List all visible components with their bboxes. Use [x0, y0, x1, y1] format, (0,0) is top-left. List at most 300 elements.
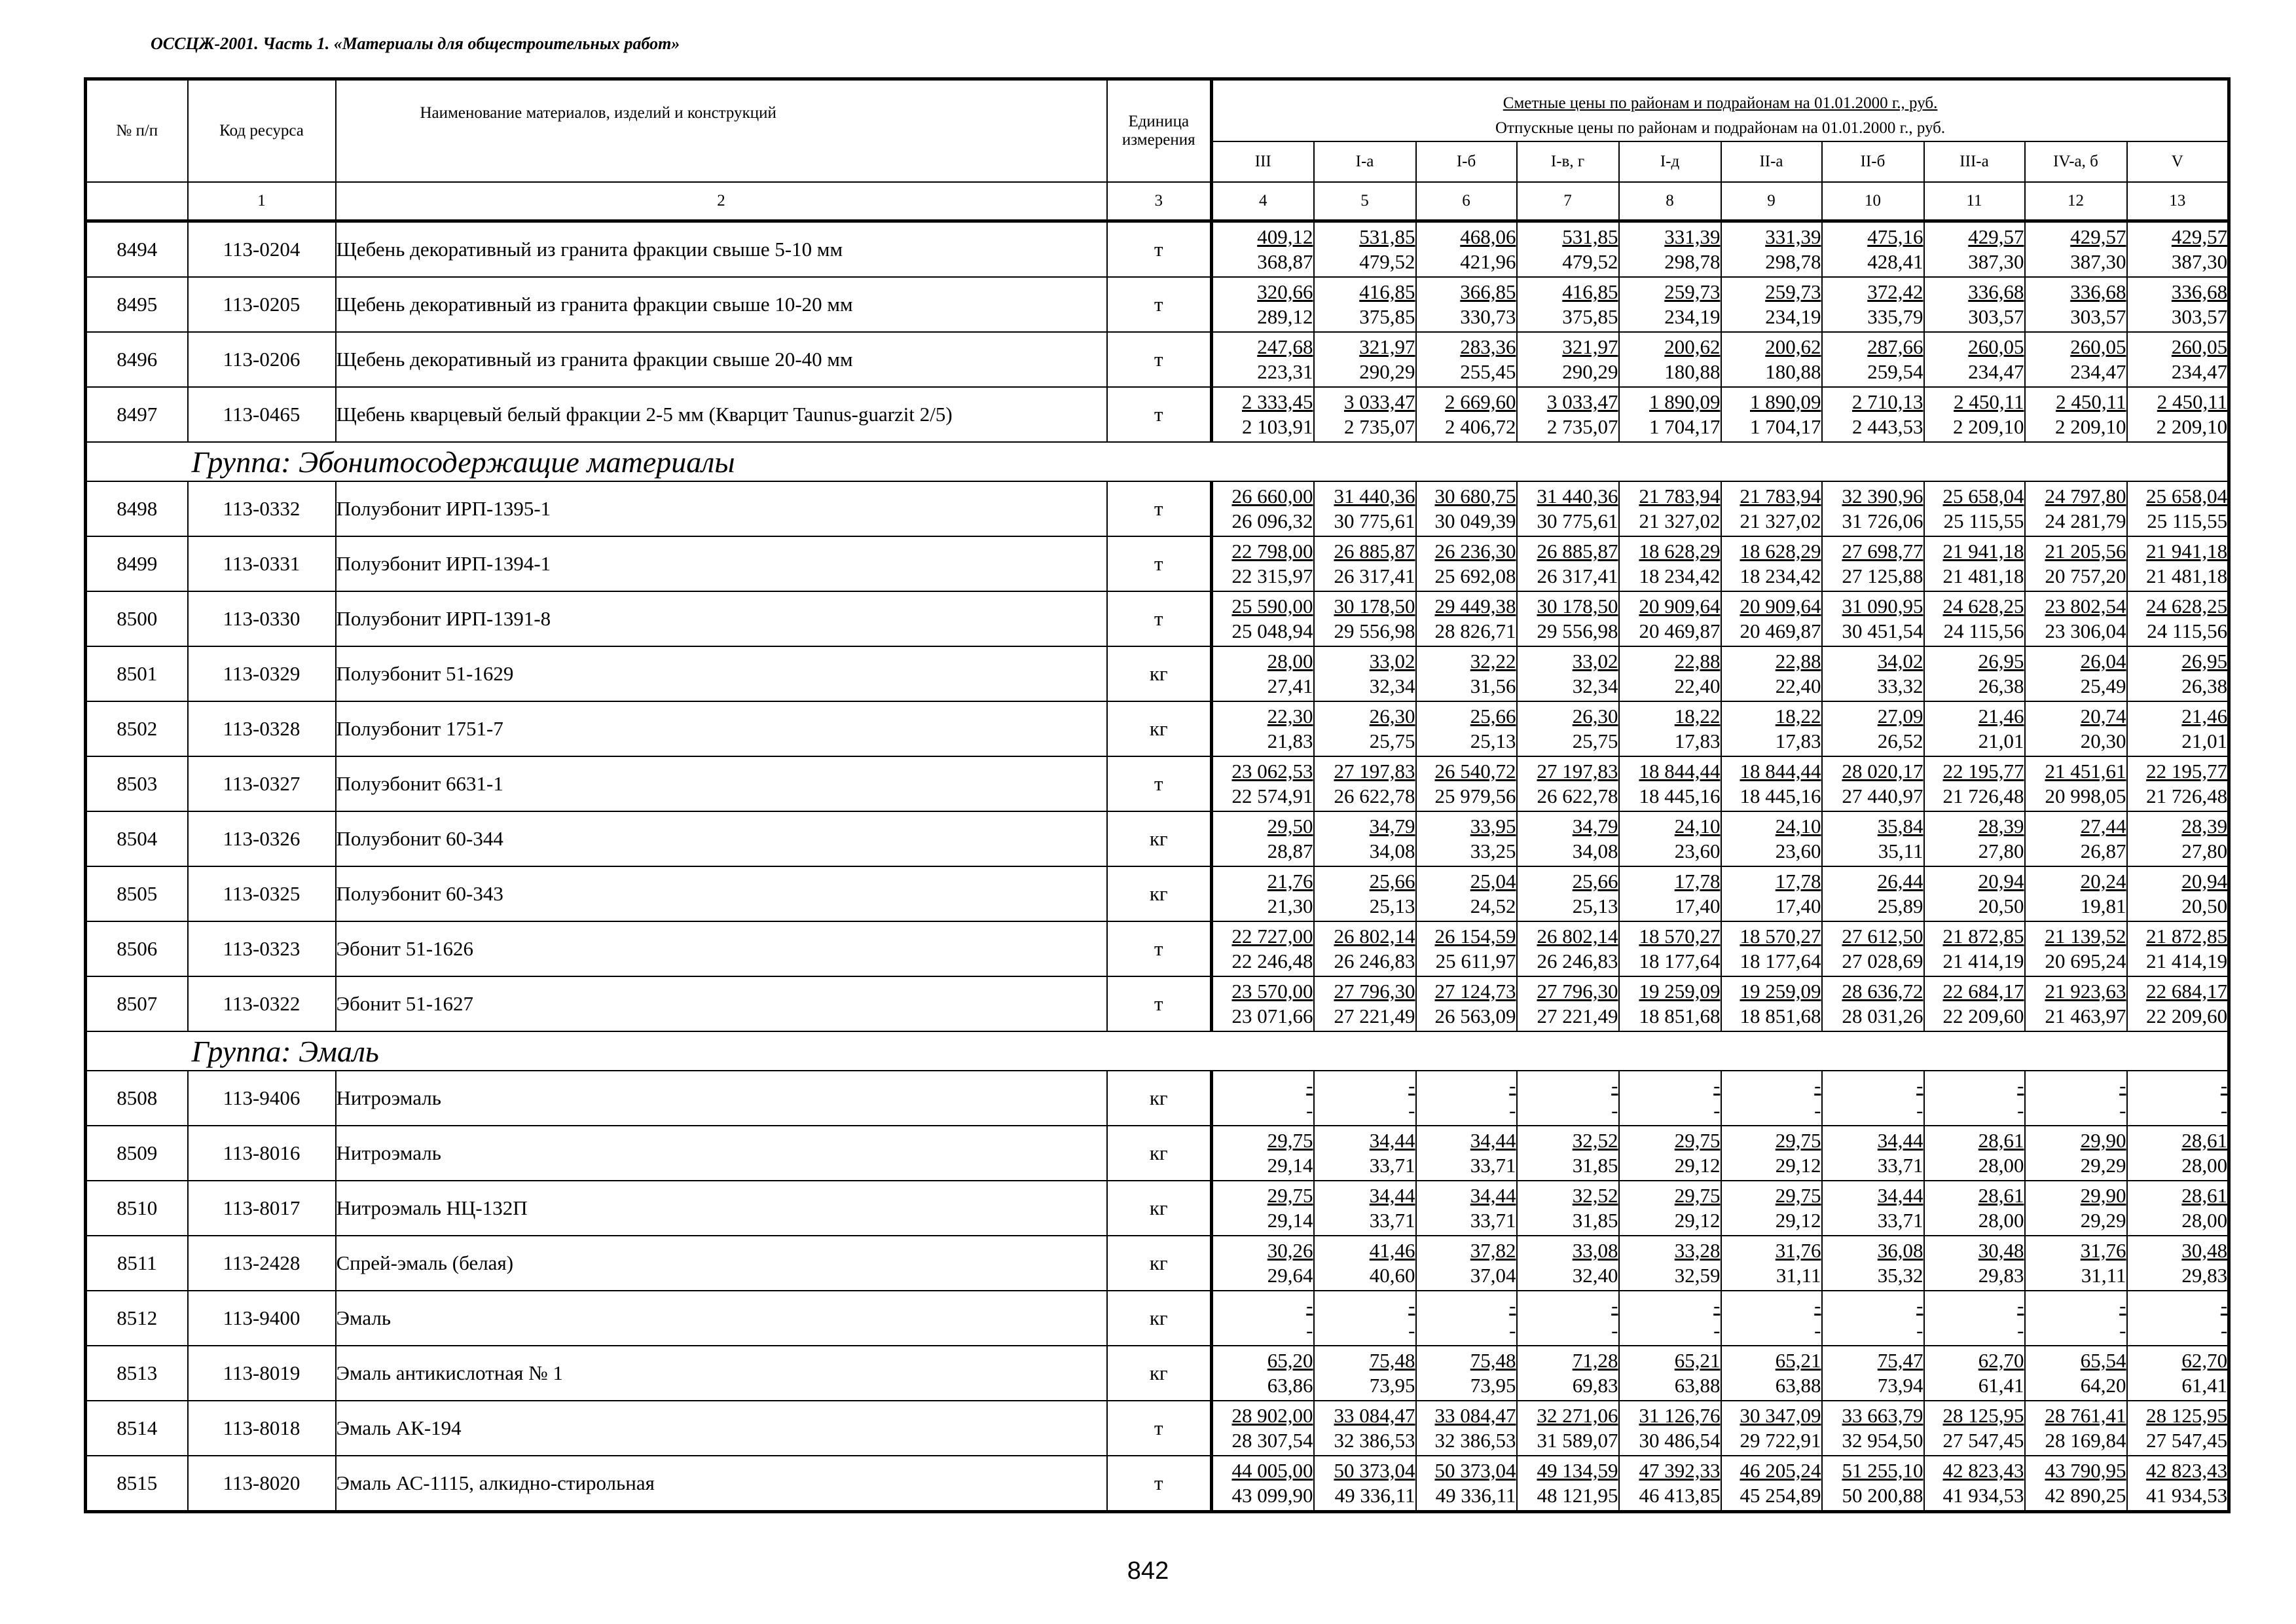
price-cell [1721, 701, 1822, 756]
estimate-price: 22 195,77 [2146, 760, 2228, 783]
material-name: Полуэбонит 60-344 [336, 811, 1107, 866]
material-name: Эмаль [336, 1291, 1107, 1346]
release-price: 21 327,02 [1639, 509, 1721, 532]
release-price: 21 726,48 [1942, 784, 2024, 807]
release-price: - [1509, 1099, 1516, 1122]
estimate-price: 34,79 [1572, 815, 1618, 838]
estimate-price: 372,42 [1867, 280, 1923, 303]
estimate-price: 336,68 [2070, 280, 2126, 303]
price-cell [1619, 221, 1721, 278]
price-cell [1212, 701, 1314, 756]
price-cell [2025, 701, 2127, 756]
estimate-price: 19 259,09 [1740, 980, 1821, 1003]
table-row [86, 756, 2229, 811]
group-title: Группа: Эмаль [188, 1031, 2229, 1071]
release-price: - [1611, 1319, 1618, 1342]
estimate-price: 21 139,52 [2045, 925, 2126, 948]
release-price: 234,47 [2171, 360, 2228, 383]
row-number: 8512 [86, 1291, 188, 1346]
release-price: 17,40 [1674, 895, 1721, 917]
estimate-price: - [1713, 1074, 1721, 1097]
release-price: 27 221,49 [1537, 1005, 1618, 1027]
price-cell [2025, 1181, 2127, 1236]
release-price: 41 934,53 [1942, 1484, 2024, 1507]
price-cell [2127, 756, 2229, 811]
estimate-price: 26 540,72 [1434, 760, 1516, 783]
price-cell [1924, 646, 2025, 701]
release-price: 17,40 [1775, 895, 1821, 917]
price-cell [1822, 701, 1924, 756]
column-number: 5 [1314, 182, 1416, 221]
release-price: 255,45 [1460, 360, 1516, 383]
price-cell [2127, 811, 2229, 866]
price-cell [1822, 1126, 1924, 1181]
price-cell [2127, 921, 2229, 976]
estimate-price: 200,62 [1765, 335, 1821, 358]
estimate-price: 27,44 [2080, 815, 2126, 838]
price-cell [2025, 866, 2127, 921]
price-cell [1822, 277, 1924, 332]
price-cell [1721, 481, 1822, 536]
estimate-price: 34,44 [1470, 1184, 1516, 1207]
estimate-price: 32 271,06 [1537, 1404, 1618, 1427]
price-cell [1721, 1291, 1822, 1346]
estimate-price: 31 126,76 [1639, 1404, 1721, 1427]
release-price: 20,30 [2080, 729, 2126, 752]
price-cell [1416, 332, 1517, 387]
release-price: - [1306, 1099, 1313, 1122]
estimate-price: 30 178,50 [1334, 595, 1415, 618]
table-row [86, 1181, 2229, 1236]
estimate-price: 75,48 [1369, 1349, 1415, 1372]
release-price: 26 246,83 [1334, 950, 1415, 972]
resource-code: 113-8017 [188, 1181, 336, 1236]
estimate-price: 20 909,64 [1740, 595, 1821, 618]
estimate-price: 34,44 [1369, 1129, 1415, 1152]
release-price: 25 115,55 [2147, 509, 2228, 532]
estimate-price: 33 084,47 [1334, 1404, 1415, 1427]
col-header-prices [1212, 79, 2229, 142]
row-number: 8515 [86, 1456, 188, 1512]
estimate-price: - [2119, 1074, 2126, 1097]
release-price: 34,08 [1369, 840, 1415, 862]
price-cell [1212, 756, 1314, 811]
estimate-price: 27 698,77 [1842, 540, 1923, 563]
estimate-price: 51 255,10 [1842, 1459, 1923, 1482]
estimate-price: 468,06 [1460, 225, 1516, 248]
estimate-price: 18 844,44 [1639, 760, 1721, 783]
release-price: 30 049,39 [1434, 509, 1516, 532]
price-cell [1416, 811, 1517, 866]
price-cell [1416, 976, 1517, 1031]
estimate-price: 475,16 [1867, 225, 1923, 248]
unit-of-measure: т [1107, 387, 1212, 442]
resource-code: 113-0332 [188, 481, 336, 536]
price-cell [1416, 1291, 1517, 1346]
release-price: 22,40 [1674, 674, 1721, 697]
price-cell [1314, 221, 1416, 278]
price-cell [1212, 1456, 1314, 1512]
estimate-price: 2 333,45 [1242, 390, 1313, 413]
release-price: 303,57 [2070, 305, 2126, 328]
release-price: - [1408, 1099, 1415, 1122]
price-cell [1416, 921, 1517, 976]
price-cell [1822, 1181, 1924, 1236]
price-cell [1212, 1291, 1314, 1346]
release-price: 32,59 [1674, 1264, 1721, 1287]
price-cell [1416, 1346, 1517, 1401]
estimate-price: 2 450,11 [1954, 390, 2024, 413]
price-cell [1212, 591, 1314, 646]
release-price: 29 722,91 [1740, 1429, 1821, 1452]
release-price: 61,41 [2181, 1374, 2228, 1397]
table-row [86, 921, 2229, 976]
estimate-price: 37,82 [1470, 1239, 1516, 1262]
price-cell [1314, 1346, 1416, 1401]
release-price: 31,11 [2081, 1264, 2126, 1287]
estimate-price: - [2017, 1074, 2024, 1097]
release-price: 61,41 [1978, 1374, 2024, 1397]
estimate-price: 26 154,59 [1434, 925, 1516, 948]
release-price: 29 556,98 [1334, 619, 1415, 642]
estimate-price: 23 802,54 [2045, 595, 2126, 618]
release-price: 368,87 [1257, 250, 1313, 273]
price-cell [1416, 591, 1517, 646]
estimate-price: 21,76 [1267, 870, 1313, 893]
release-price: 26 096,32 [1231, 509, 1313, 532]
release-price: 21 726,48 [2146, 784, 2228, 807]
release-price: 50 200,88 [1842, 1484, 1923, 1507]
material-name: Нитроэмаль НЦ-132П [336, 1181, 1107, 1236]
release-price: 32,40 [1572, 1264, 1618, 1287]
price-cell [1619, 1236, 1721, 1291]
release-price: 303,57 [2171, 305, 2228, 328]
estimate-price: 49 134,59 [1537, 1459, 1618, 1482]
price-cell [1517, 332, 1619, 387]
estimate-price: 20,74 [2080, 705, 2126, 728]
estimate-price: 28 125,95 [1942, 1404, 2024, 1427]
price-cell [1517, 387, 1619, 442]
resource-code: 113-0204 [188, 221, 336, 278]
table-row [86, 1126, 2229, 1181]
estimate-price: 36,08 [1877, 1239, 1923, 1262]
estimate-price: 27,09 [1877, 705, 1923, 728]
estimate-price: 33,28 [1674, 1239, 1721, 1262]
price-table [84, 77, 2231, 1513]
price-cell [1212, 1346, 1314, 1401]
release-price: 330,73 [1460, 305, 1516, 328]
price-cell [1517, 1346, 1619, 1401]
column-number: 10 [1822, 182, 1924, 221]
estimate-price: 26,04 [2080, 650, 2126, 673]
price-cell [2025, 1126, 2127, 1181]
estimate-price: 31 440,36 [1334, 485, 1415, 507]
price-head-estimate: Сметные цены по районам и подрайонам на 01.01.2000 г., руб. [1503, 94, 1938, 112]
estimate-price: 65,54 [2080, 1349, 2126, 1372]
price-cell [1416, 1401, 1517, 1456]
price-cell [1314, 1456, 1416, 1512]
release-price: - [2119, 1099, 2126, 1122]
unit-of-measure: кг [1107, 1071, 1212, 1126]
table-row [86, 811, 2229, 866]
release-price: 21 481,18 [2146, 564, 2228, 587]
release-price: 27 440,97 [1842, 784, 1923, 807]
price-cell [1924, 387, 2025, 442]
release-price: 33,32 [1877, 674, 1923, 697]
resource-code: 113-8020 [188, 1456, 336, 1512]
price-cell [1314, 811, 1416, 866]
estimate-price: 31,76 [2080, 1239, 2126, 1262]
estimate-price: 17,78 [1674, 870, 1721, 893]
price-cell [1517, 811, 1619, 866]
price-cell [1822, 921, 1924, 976]
estimate-price: 30 680,75 [1434, 485, 1516, 507]
price-cell [1721, 756, 1822, 811]
release-price: 49 336,11 [1435, 1484, 1516, 1507]
estimate-price: 29 449,38 [1434, 595, 1516, 618]
price-cell [1924, 277, 2025, 332]
estimate-price: 366,85 [1460, 280, 1516, 303]
estimate-price: 21 872,85 [1942, 925, 2024, 948]
release-price: 33,25 [1470, 840, 1516, 862]
estimate-price: 21 783,94 [1639, 485, 1721, 507]
estimate-price: 200,62 [1664, 335, 1721, 358]
release-price: 22 246,48 [1231, 950, 1313, 972]
release-price: 31,11 [1776, 1264, 1821, 1287]
row-number: 8497 [86, 387, 188, 442]
price-cell [1822, 1456, 1924, 1512]
price-cell [1822, 976, 1924, 1031]
release-price: 28,00 [1978, 1209, 2024, 1232]
release-price: 37,04 [1470, 1264, 1516, 1287]
release-price: 32,34 [1369, 674, 1415, 697]
release-price: 40,60 [1369, 1264, 1415, 1287]
row-number: 8503 [86, 756, 188, 811]
price-cell [1517, 976, 1619, 1031]
release-price: 63,88 [1775, 1374, 1821, 1397]
table-row [86, 1071, 2229, 1126]
estimate-price: - [1916, 1074, 1923, 1097]
release-price: 69,83 [1572, 1374, 1618, 1397]
estimate-price: 25 658,04 [2146, 485, 2228, 507]
unit-of-measure: кг [1107, 1291, 1212, 1346]
price-cell [1924, 1346, 2025, 1401]
column-number: 6 [1416, 182, 1517, 221]
estimate-price: 50 373,04 [1334, 1459, 1415, 1482]
release-price: 29,64 [1267, 1264, 1313, 1287]
material-name: Спрей-эмаль (белая) [336, 1236, 1107, 1291]
price-cell [1212, 481, 1314, 536]
release-price: 33,71 [1369, 1209, 1415, 1232]
column-number: 12 [2025, 182, 2127, 221]
release-price: 335,79 [1867, 305, 1923, 328]
price-cell [1212, 1071, 1314, 1126]
material-name: Полуэбонит 1751-7 [336, 701, 1107, 756]
price-cell [1619, 921, 1721, 976]
price-cell [1924, 1456, 2025, 1512]
column-number-empty [86, 182, 188, 221]
price-cell [1721, 277, 1822, 332]
estimate-price: 21 872,85 [2146, 925, 2228, 948]
estimate-price: 27 197,83 [1334, 760, 1415, 783]
price-cell [2127, 1071, 2229, 1126]
resource-code: 113-0330 [188, 591, 336, 646]
row-number: 8496 [86, 332, 188, 387]
price-cell [1517, 921, 1619, 976]
estimate-price: 18,22 [1775, 705, 1821, 728]
row-number: 8508 [86, 1071, 188, 1126]
unit-of-measure: т [1107, 756, 1212, 811]
group-empty-cell [86, 442, 188, 481]
price-cell [1416, 221, 1517, 278]
price-cell [1619, 277, 1721, 332]
release-price: 259,54 [1867, 360, 1923, 383]
release-price: 20,50 [1978, 895, 2024, 917]
release-price: 35,32 [1877, 1264, 1923, 1287]
release-price: 35,11 [1878, 840, 1923, 862]
estimate-price: 336,68 [1968, 280, 2024, 303]
price-cell [2025, 591, 2127, 646]
release-price: 20 469,87 [1740, 619, 1821, 642]
estimate-price: 21 923,63 [2045, 980, 2126, 1003]
release-price: 2 735,07 [1547, 415, 1618, 438]
price-cell [2127, 387, 2229, 442]
price-cell [2127, 536, 2229, 591]
price-cell [1721, 1401, 1822, 1456]
price-cell [1212, 221, 1314, 278]
release-price: 46 413,85 [1639, 1484, 1721, 1507]
release-price: - [1916, 1099, 1923, 1122]
estimate-price: 26 660,00 [1231, 485, 1313, 507]
estimate-price: 23 062,53 [1231, 760, 1313, 783]
release-price: 28,00 [2181, 1209, 2228, 1232]
material-name: Эмаль АС-1115, алкидно-стирольная [336, 1456, 1107, 1512]
price-cell [2127, 277, 2229, 332]
price-cell [1619, 646, 1721, 701]
price-cell [1822, 536, 1924, 591]
estimate-price: 26,95 [1978, 650, 2024, 673]
estimate-price: 29,75 [1267, 1129, 1313, 1152]
release-price: 26 317,41 [1334, 564, 1415, 587]
material-name: Эмаль АК-194 [336, 1401, 1107, 1456]
price-head-release: Отпускные цены по районам и подрайонам на 01.01.2000 г., руб. [1495, 119, 1946, 137]
estimate-price: 2 450,11 [2157, 390, 2228, 413]
release-price: 33,71 [1470, 1154, 1516, 1177]
price-cell [1822, 481, 1924, 536]
price-cell [1924, 221, 2025, 278]
estimate-price: 29,90 [2080, 1184, 2126, 1207]
price-cell [1212, 976, 1314, 1031]
group-empty-cell [86, 1031, 188, 1071]
estimate-price: 26,30 [1572, 705, 1618, 728]
estimate-price: 260,05 [2070, 335, 2126, 358]
row-number: 8509 [86, 1126, 188, 1181]
price-cell [1822, 646, 1924, 701]
row-number: 8495 [86, 277, 188, 332]
estimate-price: 31 440,36 [1537, 485, 1618, 507]
release-price: 21,01 [1978, 729, 2024, 752]
estimate-price: 26 885,87 [1537, 540, 1618, 563]
estimate-price: 42 823,43 [2146, 1459, 2228, 1482]
release-price: 29,14 [1267, 1209, 1313, 1232]
release-price: 26,38 [2181, 674, 2228, 697]
price-cell [1721, 1346, 1822, 1401]
price-cell [1416, 1181, 1517, 1236]
price-cell [2025, 332, 2127, 387]
price-cell [2025, 1291, 2127, 1346]
release-price: 24 115,56 [1943, 619, 2024, 642]
release-price: - [2220, 1319, 2228, 1342]
estimate-price: - [1611, 1294, 1618, 1317]
unit-of-measure: т [1107, 591, 1212, 646]
price-cell [1924, 1071, 2025, 1126]
price-cell [1517, 481, 1619, 536]
release-price: - [1713, 1099, 1721, 1122]
price-cell [1619, 1401, 1721, 1456]
price-cell [1822, 1401, 1924, 1456]
price-cell [1619, 1456, 1721, 1512]
estimate-price: - [1306, 1074, 1313, 1097]
estimate-price: 321,97 [1562, 335, 1618, 358]
estimate-price: 260,05 [1968, 335, 2024, 358]
release-price: 32,34 [1572, 674, 1618, 697]
release-price: 73,94 [1877, 1374, 1923, 1397]
price-cell [1314, 277, 1416, 332]
group-title: Группа: Эбонитосодержащие материалы [188, 442, 2229, 481]
row-number: 8514 [86, 1401, 188, 1456]
estimate-price: 26 885,87 [1334, 540, 1415, 563]
price-cell [2025, 976, 2127, 1031]
material-name: Щебень декоративный из гранита фракции свыше 20-40 мм [336, 332, 1107, 387]
estimate-price: 24 628,25 [1942, 595, 2024, 618]
resource-code: 113-0205 [188, 277, 336, 332]
price-cell [1619, 1126, 1721, 1181]
price-cell [1314, 481, 1416, 536]
price-cell [1517, 277, 1619, 332]
estimate-price: 260,05 [2171, 335, 2228, 358]
price-cell [1314, 646, 1416, 701]
release-price: 2 209,10 [2156, 415, 2228, 438]
release-price: 28,87 [1267, 840, 1313, 862]
table-row [86, 536, 2229, 591]
row-number: 8511 [86, 1236, 188, 1291]
release-price: 27,80 [1978, 840, 2024, 862]
estimate-price: 71,28 [1572, 1349, 1618, 1372]
row-number: 8498 [86, 481, 188, 536]
release-price: 23,60 [1674, 840, 1721, 862]
price-cell [2025, 1346, 2127, 1401]
estimate-price: 2 710,13 [1852, 390, 1923, 413]
price-cell [2025, 536, 2127, 591]
estimate-price: 29,75 [1674, 1129, 1721, 1152]
release-price: 26 622,78 [1334, 784, 1415, 807]
region-header: I-д [1619, 141, 1721, 182]
release-price: 25 115,55 [1943, 509, 2024, 532]
release-price: 28,00 [2181, 1154, 2228, 1177]
table-row [86, 1291, 2229, 1346]
estimate-price: - [2119, 1294, 2126, 1317]
page-number: 842 [1127, 1557, 1169, 1585]
release-price: 18 445,16 [1740, 784, 1821, 807]
estimate-price: 62,70 [1978, 1349, 2024, 1372]
release-price: 22 315,97 [1231, 564, 1313, 587]
estimate-price: 409,12 [1257, 225, 1313, 248]
release-price: 387,30 [2070, 250, 2126, 273]
price-cell [2025, 646, 2127, 701]
release-price: 479,52 [1359, 250, 1415, 273]
release-price: 17,83 [1674, 729, 1721, 752]
price-cell [1314, 1236, 1416, 1291]
